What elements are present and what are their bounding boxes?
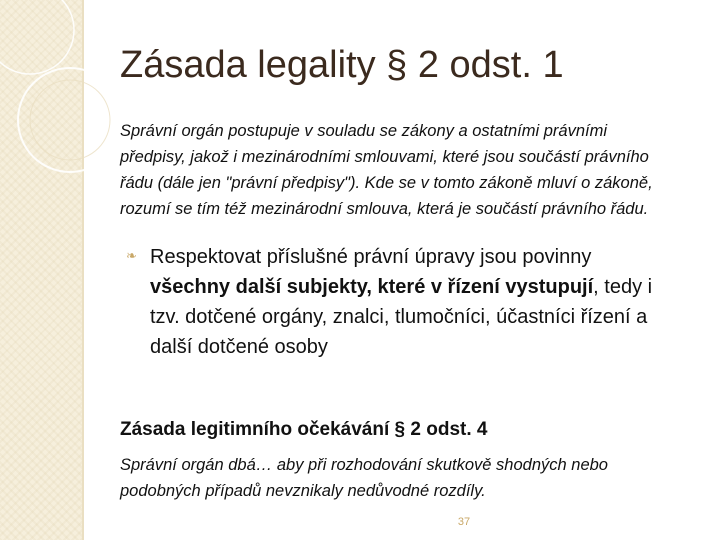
leaf-bullet-icon: ❧ [126, 248, 137, 263]
intro-paragraph: Správní orgán postupuje v souladu se zákony a ostatními právními předpisy, jakož i mezinárodními smlouvami, které jsou součástí právního řádu (dále jen "právní předpisy"). Kde se v tomto zákoně mluví o zákoně, rozumí se tím též mezinárodní smlouva, která je součástí právního řádu. [120, 122, 653, 218]
section-text: Správní orgán dbá… aby při rozhodování skutkově shodných nebo podobných případů nevznikaly nedůvodné rozdíly. [120, 456, 608, 500]
slide-title: Zásada legality § 2 odst. 1 [120, 44, 564, 86]
bullet-text-part1: Respektovat příslušné právní úpravy jsou povinny [150, 246, 592, 268]
bullet-text [122, 242, 670, 362]
page-number: 37 [457, 516, 471, 528]
bullet-item [122, 242, 670, 362]
section-subheading: Zásada legitimního očekávání § 2 odst. 4 [120, 419, 488, 440]
bullet-text-part2: , tedy i tzv. dotčené orgány, znalci, tlumočníci, účastníci řízení a další dotčené osoby [150, 276, 653, 358]
bullet-text-bold: všechny další subjekty, které v řízení vystupují [150, 276, 594, 298]
